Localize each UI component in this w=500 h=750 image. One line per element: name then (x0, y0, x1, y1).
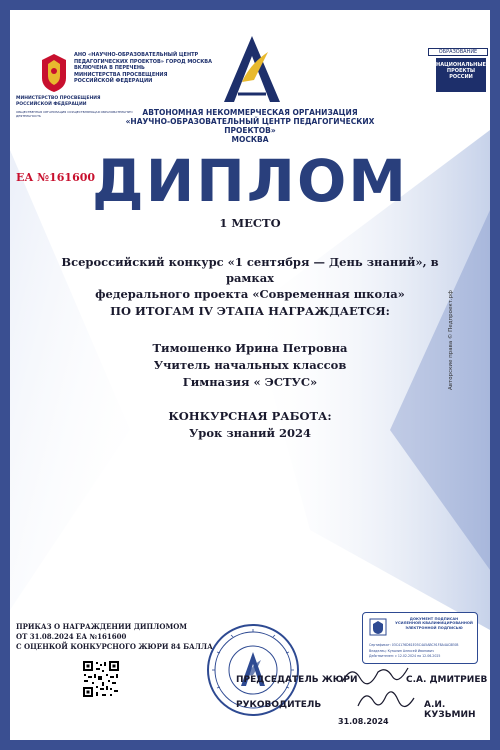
diploma-heading: ДИПЛОМ (92, 147, 408, 215)
np-line: НАЦИОНАЛЬНЫЕ (436, 62, 486, 68)
order-line: ПРИКАЗ О НАГРАЖДЕНИИ ДИПЛОМОМ (16, 622, 188, 631)
ministry-line: РОССИЙСКОЙ ФЕДЕРАЦИИ (16, 101, 87, 107)
pedproekt-logo-icon (220, 34, 284, 104)
awardee-block (10, 340, 490, 391)
award-line: ПО ИТОГАМ IV ЭТАПА НАГРАЖДАЕТСЯ: (110, 304, 390, 318)
np-line: ПРОЕКТЫ (446, 68, 476, 74)
ano-line: МИНИСТЕРСТВА ПРОСВЕЩЕНИЯ (74, 71, 168, 78)
place-line: 1 МЕСТО (219, 216, 281, 230)
ano-text (74, 52, 214, 85)
contest-description (40, 254, 460, 302)
national-projects-logo (428, 48, 488, 92)
ministry-text (16, 96, 126, 107)
issue-date: 31.08.2024 (338, 717, 389, 726)
org-line: «НАУЧНО-ОБРАЗОВАТЕЛЬНЫЙ ЦЕНТР ПЕДАГОГИЧЕСКИХ ПРОЕКТОВ» (125, 117, 375, 135)
signature-head-line: ЭЛЕКТРОННОЙ ПОДПИСЬЮ (405, 625, 463, 630)
signature-heading (393, 617, 475, 630)
signature-detail-line: Сертификат: 03C4176D61E05C4A5ABC91F8A4AC8E0B (369, 643, 459, 647)
np-line: РОССИИ (449, 74, 473, 80)
signature-kuzmin-icon (356, 686, 416, 712)
ministry-line: МИНИСТЕРСТВО ПРОСВЕЩЕНИЯ (16, 96, 101, 101)
role-director: РУКОВОДИТЕЛЬ (236, 700, 322, 710)
e-signature-box (362, 612, 478, 664)
contest-line: федерального проекта «Современная школа» (95, 287, 405, 301)
contest-work-block (10, 408, 490, 442)
work-title: Урок знаний 2024 (188, 426, 312, 440)
name-chairman: С.А. ДМИТРИЕВ (406, 675, 488, 685)
order-line: С ОЦЕНКОЙ КОНКУРСНОГО ЖЮРИ 84 БАЛЛА (16, 642, 213, 651)
license-text: ОБЩЕСТВЕННАЯ ОРГАНИЗАЦИЯ ОСУЩЕСТВЛЯЮЩАЯ ОБРАЗОВАТЕЛЬНУЮ ДЕЯТЕЛЬНОСТЬ (16, 110, 133, 118)
name-director: А.И. КУЗЬМИН (424, 700, 476, 720)
org-line: АВТОНОМНАЯ НЕКОММЕРЧЕСКАЯ ОРГАНИЗАЦИЯ (142, 108, 358, 117)
signature-detail-line: Действителен: с 12.02.2024 по 12.06.2025 (369, 654, 441, 658)
organization-title (110, 108, 390, 144)
awardee-school: Гимназия « ЭСТУС» (182, 375, 318, 389)
work-label: КОНКУРСНАЯ РАБОТА: (168, 409, 332, 423)
np-top-label: ОБРАЗОВАНИЕ (428, 48, 488, 56)
registration-number: ЕА №161600 (16, 171, 96, 184)
ano-line: ПЕДАГОГИЧЕСКИХ ПРОЕКТОВ» ГОРОД МОСКВА (74, 58, 212, 65)
signature-emblem-icon (369, 618, 387, 636)
awardee-position: Учитель начальных классов (153, 358, 347, 372)
awardee-name: Тимошенко Ирина Петровна (152, 341, 348, 355)
role-chairman: ПРЕДСЕДАТЕЛЬ ЖЮРИ (236, 675, 358, 685)
order-line: ОТ 31.08.2024 ЕА №161600 (16, 632, 127, 641)
ano-line: АНО «НАУЧНО-ОБРАЗОВАТЕЛЬНЫЙ ЦЕНТР (74, 52, 199, 58)
copyright-text: Авторские права © Педпроект.рф (448, 290, 454, 390)
signature-detail-line: Владелец: Кузьмин Алексей Иванович (369, 648, 434, 653)
signature-head-line: ДОКУМЕНТ ПОДПИСАН (409, 617, 459, 621)
org-line: МОСКВА (231, 135, 269, 144)
order-text (16, 622, 216, 652)
ano-line: ВКЛЮЧЕНА В ПЕРЕЧЕНЬ (74, 65, 145, 71)
qr-code-icon[interactable] (82, 660, 120, 698)
np-box (436, 58, 486, 92)
ano-line: РОССИЙСКОЙ ФЕДЕРАЦИИ (74, 78, 153, 84)
signature-details (369, 643, 473, 660)
russian-emblem-icon (36, 52, 72, 94)
signature-head-line: УСИЛЕННОЙ КВАЛИФИЦИРОВАННОЙ (395, 621, 473, 626)
diploma-page (10, 10, 490, 740)
contest-line: Всероссийский конкурс «1 сентября — День знаний», в рамках (61, 255, 439, 285)
